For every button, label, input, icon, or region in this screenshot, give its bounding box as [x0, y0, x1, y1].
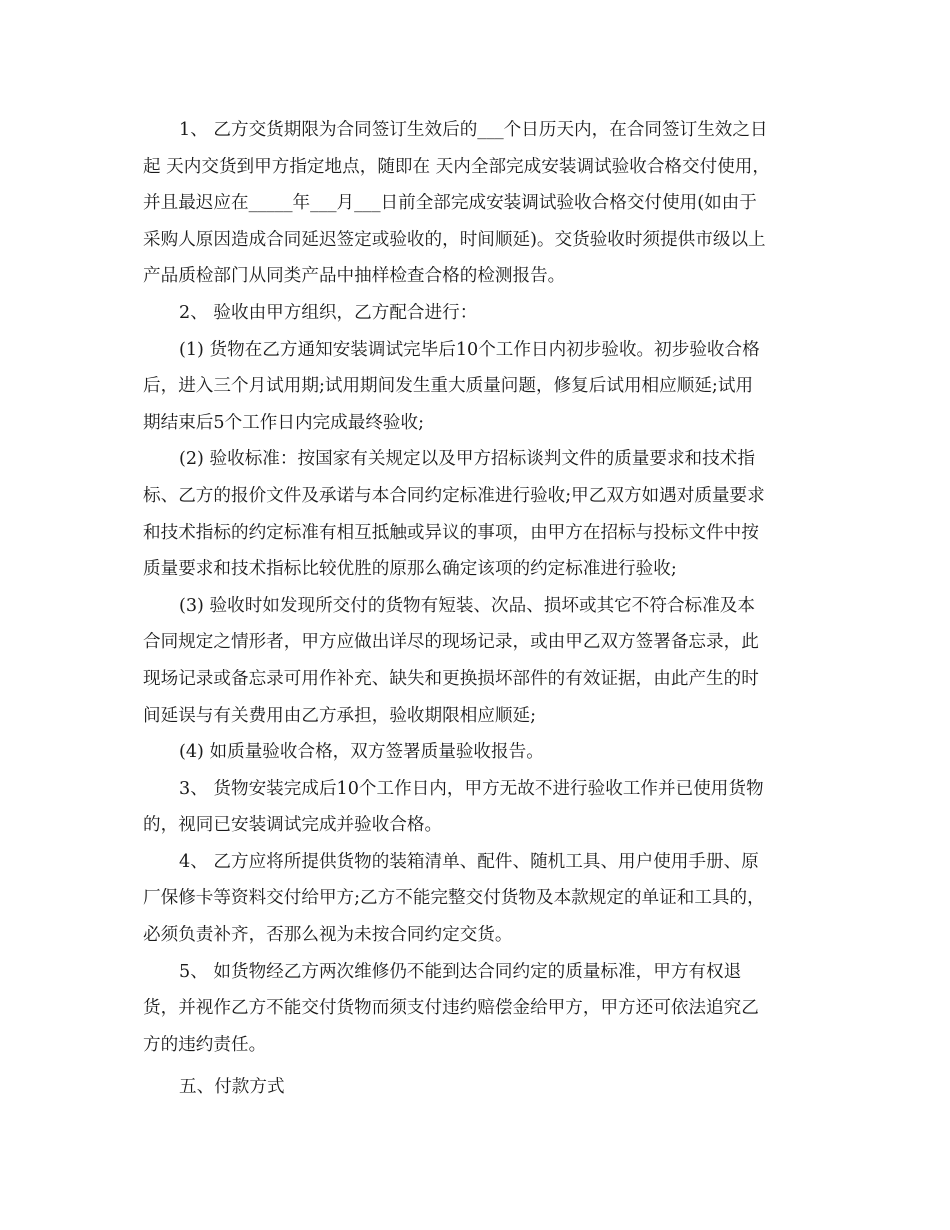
paragraph-2-3 [143, 588, 813, 734]
paragraph-2-1 [143, 332, 813, 442]
text-line: 厂保修卡等资料交付给甲方;乙方不能完整交付货物及本款规定的单证和工具的， [143, 888, 765, 909]
text-line: 3、 货物安装完成后10个工作日内，甲方无故不进行验收工作并已使用货物 [179, 778, 764, 799]
text-line: 产品质检部门从同类产品中抽样检查合格的检测报告。 [143, 266, 566, 287]
text-line: 并且最迟应在_____年___月___日前全部完成安装调试验收合格交付使用(如由于 [143, 193, 757, 214]
text-line: 后，进入三个月试用期;试用期间发生重大质量问题，修复后试用相应顺延;试用 [143, 376, 754, 397]
text-line: 质量要求和技术指标比较优胜的原那么确定该项的约定标准进行验收; [143, 559, 677, 580]
text-line: 现场记录或备忘录可用作补充、缺失和更换损坏部件的有效证据，由此产生的时 [143, 668, 759, 689]
text-line: 采购人原因造成合同延迟签定或验收的，时间顺延)。交货验收时须提供市级以上 [143, 229, 766, 250]
text-line: (4) 如质量验收合格，双方签署质量验收报告。 [179, 742, 544, 763]
paragraph-2 [143, 295, 813, 332]
paragraph-2-4 [143, 734, 813, 771]
section-heading-payment [143, 1069, 813, 1106]
text-line: 4、 乙方应将所提供货物的装箱清单、配件、随机工具、用户使用手册、原 [179, 851, 759, 872]
text-line: 1、 乙方交货期限为合同签订生效后的___个日历天内，在合同签订生效之日 [179, 120, 768, 140]
text-line: 期结束后5个工作日内完成最终验收; [143, 412, 425, 433]
paragraph-1 [143, 112, 813, 295]
paragraph-4 [143, 844, 813, 954]
text-line: 2、 验收由甲方组织，乙方配合进行： [179, 302, 478, 323]
text-line: 标、乙方的报价文件及承诺与本合同约定标准进行验收;甲乙双方如遇对质量要求 [143, 485, 765, 506]
text-line: 的，视同已安装调试完成并验收合格。 [143, 815, 443, 836]
text-line: 合同规定之情形者，甲方应做出详尽的现场记录，或由甲乙双方签署备忘录，此 [143, 632, 759, 653]
paragraph-5 [143, 954, 813, 1064]
text-line: 五、付款方式 [179, 1077, 285, 1098]
text-line: 起 天内交货到甲方指定地点，随即在 天内全部完成安装调试验收合格交付使用， [143, 156, 770, 177]
text-line: (1) 货物在乙方通知安装调试完毕后10个工作日内初步验收。初步验收合格 [179, 339, 760, 360]
text-line: 必须负责补齐，否那么视为未按合同约定交货。 [143, 925, 513, 946]
text-line: 货，并视作乙方不能交付货物而须支付违约赔偿金给甲方，甲方还可依法追究乙 [143, 998, 759, 1019]
text-line: 和技术指标的约定标准有相互抵触或异议的事项，由甲方在招标与投标文件中按 [143, 522, 759, 543]
text-line: 间延误与有关费用由乙方承担，验收期限相应顺延; [143, 705, 536, 726]
text-line: 5、 如货物经乙方两次维修仍不能到达合同约定的质量标准，甲方有权退 [179, 961, 742, 982]
text-line: (3) 验收时如发现所交付的货物有短装、次品、损坏或其它不符合标准及本 [179, 595, 755, 616]
paragraph-3 [143, 771, 813, 844]
document-page [143, 112, 813, 1106]
text-line: 方的违约责任。 [143, 1034, 267, 1055]
text-line: (2) 验收标准：按国家有关规定以及甲方招标谈判文件的质量要求和技术指 [179, 449, 755, 470]
paragraph-2-2 [143, 441, 813, 587]
